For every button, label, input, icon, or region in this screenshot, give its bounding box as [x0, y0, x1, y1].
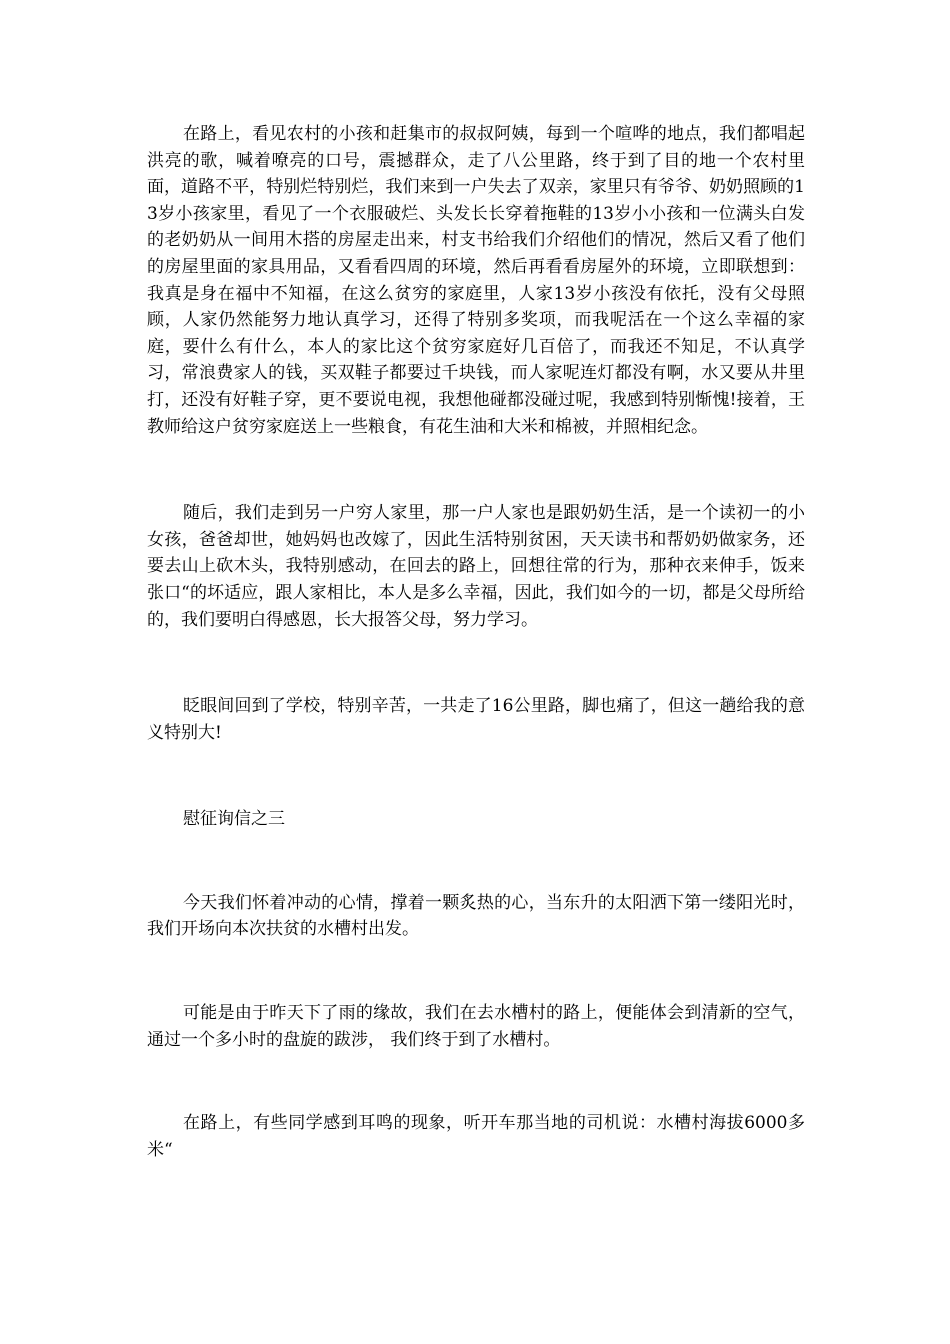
paragraph-second-family: 随后，我们走到另一户穷人家里，那一户人家也是跟奶奶生活，是一个读初一的小女孩，爸爸却世，她妈妈也改嫁了，因此生活特别贫困，天天读书和帮奶奶做家务，还要去山上砍木头，我特别感动，在回去的路上，回想往常的行为，那种衣来伸手，饭来张口“的坏适应，跟人家相比，本人是多么幸福，因此，我们如今的一切，都是父母所给的，我们要明白得感恩，长大报答父母，努力学习。	[147, 503, 805, 630]
paragraph-return-school: 眨眼间回到了学校，特别辛苦，一共走了16公里路，脚也痛了，但这一趟给我的意义特别大!	[147, 696, 805, 743]
section-heading: 慰征询信之三	[183, 809, 285, 830]
paragraph-journey: 可能是由于昨天下了雨的缘故，我们在去水槽村的路上，便能体会到清新的空气，通过一个多小时的盘旋的跋涉， 我们终于到了水槽村。	[147, 1003, 805, 1050]
paragraph-departure: 今天我们怀着冲动的心情，撑着一颗炙热的心，当东升的太阳洒下第一缕阳光时，我们开场向本次扶贫的水槽村出发。	[147, 892, 805, 940]
paragraph-spacer	[147, 440, 805, 500]
paragraph-village-visit: 在路上，看见农村的小孩和赶集市的叔叔阿姨，每到一个喧哗的地点，我们都唱起洪亮的歌，喊着嘹亮的口号，震撼群众，走了八公里路，终于到了目的地一个农村里面，道路不平，特别烂特别烂，我们来到一户失去了双亲，家里只有爷爷、奶奶照顾的13岁小孩家里，看见了一个衣服破烂、头发长长穿着拖鞋的13岁小小孩和一位满头白发的老奶奶从一间用木搭的房屋走出来，村支书给我们介绍他们的情况，然后又看了他们的房屋里面的家具用品，又看看四周的环境，然后再看看房屋外的环境，立即联想到：我真是身在福中不知福，在这么贫穷的家庭里，人家13岁小孩没有依托，没有父母照顾，人家仍然能努力地认真学习，还得了特别多奖项，而我呢活在一个这么幸福的家庭，要什么有什么，本人的家比这个贫穷家庭好几百倍了，而我还不知足，不认真学习，常浪费家人的钱，买双鞋子都要过千块钱，而人家呢连灯都没有啊，水又要从井里打，还没有好鞋子穿，更不要说电视，我想他碰都没碰过呢，我感到特别惭愧!接着，王教师给这户贫穷家庭送上一些粮食，有花生油和大米和棉被，并照相纪念。	[147, 124, 805, 437]
document-body	[147, 121, 805, 1163]
paragraph-altitude: 在路上，有些同学感到耳鸣的现象，听开车那当地的司机说：水槽村海拔6000多米“	[147, 1113, 805, 1160]
paragraph-spacer	[147, 943, 805, 1000]
paragraph-spacer	[147, 833, 805, 890]
paragraph-spacer	[147, 746, 805, 806]
paragraph-spacer	[147, 633, 805, 693]
paragraph-spacer	[147, 1053, 805, 1110]
